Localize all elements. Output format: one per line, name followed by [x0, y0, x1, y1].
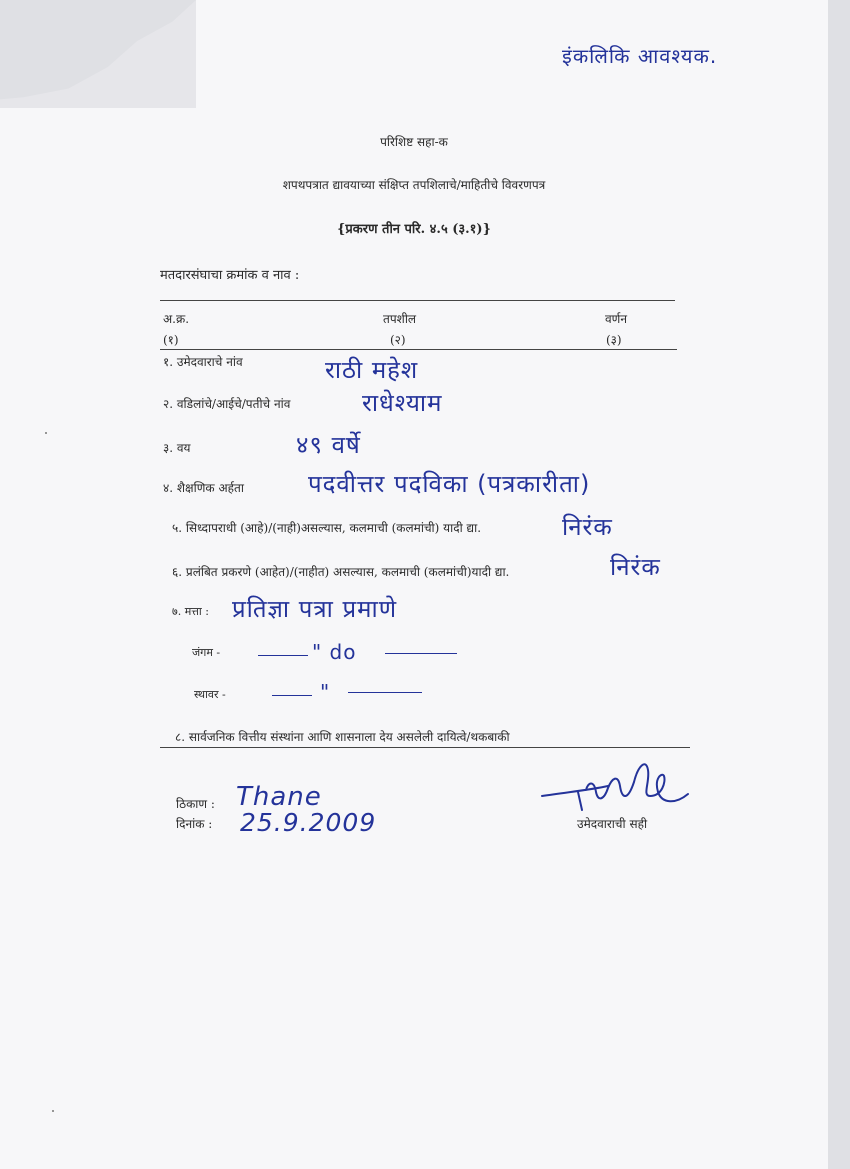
col-details-number: (२): [390, 333, 406, 347]
col-description-header: वर्णन: [605, 312, 628, 326]
table-header-rule: [160, 349, 677, 350]
item-value-handwritten: प्रतिज्ञा पत्रा प्रमाणे: [232, 595, 398, 623]
pen-dash: [348, 692, 422, 693]
item-value-handwritten: राठी महेश: [325, 356, 419, 384]
place-value-handwritten: Thane: [236, 782, 322, 812]
immovable-assets-value: ": [320, 680, 331, 704]
item-value-handwritten: निरंक: [562, 513, 613, 541]
pen-dash: [258, 655, 308, 656]
form-title: शपथपत्रात द्यावयाच्या संक्षिप्त तपशिलाचे/माहितीचे विवरणपत्र: [282, 178, 546, 192]
col-details-header: तपशील: [383, 312, 417, 326]
place-label: ठिकाण :: [176, 797, 215, 811]
item-value-handwritten: राधेश्याम: [362, 389, 443, 417]
torn-corner: [0, 0, 196, 108]
item-value-handwritten: निरंक: [610, 553, 661, 581]
movable-assets-label: जंगम -: [192, 646, 221, 659]
item-label: ३. वय: [163, 441, 191, 455]
item-label: ५. सिध्दापराधी (आहे)/(नाही)असल्यास, कलमाची (कलमांची) यादी द्या.: [172, 521, 482, 535]
item-label: ६. प्रलंबित प्रकरणे (आहेत)/(नाहीत) असल्यास, कलमाची (कलमांची)यादी द्या.: [172, 565, 510, 579]
col-description-number: (३): [606, 333, 622, 347]
date-value-handwritten: 25.9.2009: [240, 808, 377, 837]
col-serial-number: (१): [163, 333, 179, 347]
constituency-label: मतदारसंघाचा क्रमांक व नाव :: [160, 268, 300, 283]
appendix-heading: परिशिष्ट सहा-क: [380, 135, 448, 149]
candidate-signature: [538, 752, 698, 814]
reference-heading: {प्रकरण तीन परि. ४.५ (३.१)}: [337, 222, 491, 237]
immovable-assets-label: स्थावर -: [194, 688, 226, 701]
paper-speck: [45, 432, 47, 434]
item-value-handwritten: ४९ वर्षे: [296, 431, 361, 459]
item-label: ४. शैक्षणिक अर्हता: [163, 481, 244, 495]
top-handwritten-note: इंकलिकि आवश्यक.: [562, 44, 718, 68]
item-label: ७. मत्ता :: [172, 605, 209, 618]
item-label: १. उमेदवाराचे नांव: [163, 355, 243, 369]
item-label: २. वडिलांचे/आईचे/पतीचे नांव: [163, 397, 291, 411]
col-serial-header: अ.क्र.: [163, 312, 190, 326]
pen-dash: [385, 653, 457, 654]
paper-speck: [52, 1110, 54, 1112]
item8-label: ८. सार्वजनिक वित्तीय संस्थांना आणि शासनाला देय असलेली दायित्वे/थकबाकी: [175, 730, 510, 744]
pen-dash: [272, 695, 312, 696]
candidate-signature-label: उमेदवाराची सही: [577, 817, 648, 831]
item-value-handwritten: पदवीत्तर पदविका (पत्रकारीता): [308, 470, 591, 498]
table-top-rule: [160, 300, 675, 301]
date-label: दिनांक :: [176, 817, 213, 831]
movable-assets-value: " do: [312, 640, 357, 664]
table-bottom-rule: [160, 747, 690, 748]
